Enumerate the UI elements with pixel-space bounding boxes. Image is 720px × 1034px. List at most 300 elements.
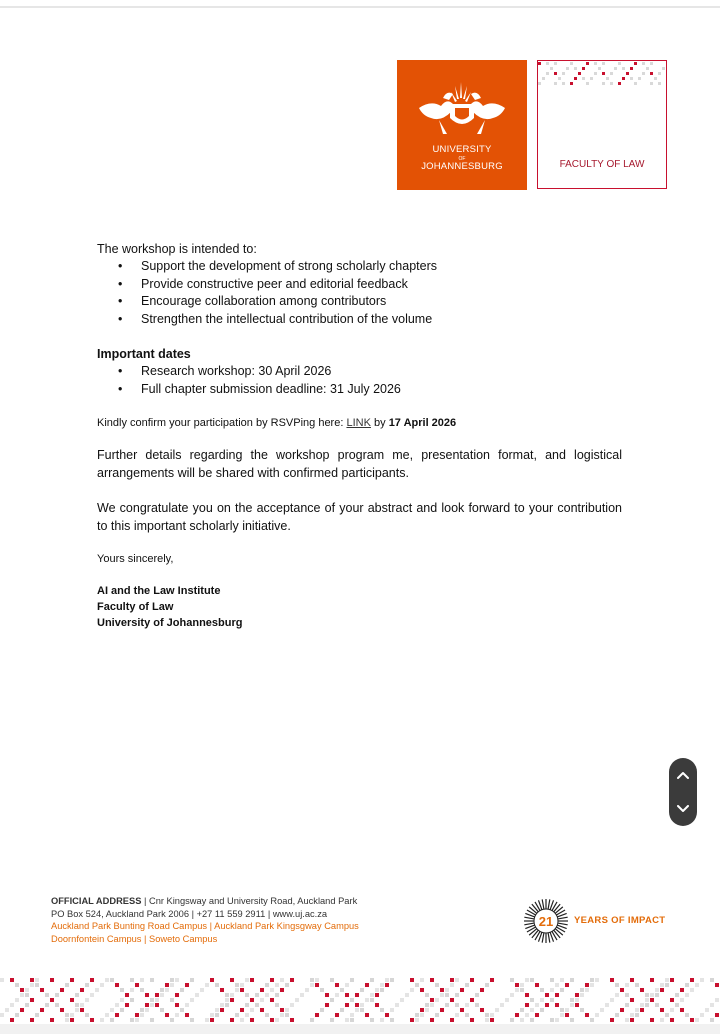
- pattern-square: [265, 993, 269, 997]
- pattern-square: [680, 1008, 684, 1012]
- pattern-square: [165, 988, 169, 992]
- pattern-square: [140, 988, 144, 992]
- pattern-square: [70, 1013, 74, 1017]
- pattern-square: [595, 1013, 599, 1017]
- pattern-square: [335, 983, 339, 987]
- pattern-square: [50, 998, 54, 1002]
- pattern-square: [655, 993, 659, 997]
- pattern-square: [685, 993, 689, 997]
- pattern-square: [530, 978, 534, 982]
- pattern-square: [90, 978, 94, 982]
- pattern-square: [250, 1018, 254, 1022]
- logo-university-text: UNIVERSITY: [432, 144, 492, 155]
- pattern-square: [250, 978, 254, 982]
- rsvp-link[interactable]: LINK: [346, 417, 371, 429]
- pattern-square: [435, 983, 439, 987]
- pattern-square: [574, 67, 577, 70]
- pattern-square: [554, 72, 557, 75]
- pattern-square: [235, 988, 239, 992]
- pattern-square: [355, 1003, 359, 1007]
- pattern-square: [645, 993, 649, 997]
- pattern-square: [15, 1013, 19, 1017]
- pattern-square: [110, 1008, 114, 1012]
- pattern-square: [560, 988, 564, 992]
- pattern-square: [285, 1013, 289, 1017]
- pattern-square: [210, 1018, 214, 1022]
- signature-block: [97, 583, 242, 631]
- pattern-square: [260, 988, 264, 992]
- pattern-square: [70, 978, 74, 982]
- pattern-square: [670, 1018, 674, 1022]
- pattern-square: [270, 978, 274, 982]
- address-text: | Cnr Kingsway and University Road, Auckland Park: [143, 896, 358, 906]
- pattern-square: [180, 988, 184, 992]
- rsvp-prefix: Kindly confirm your participation by RSVPing here:: [97, 417, 344, 429]
- pattern-square: [335, 993, 339, 997]
- pattern-square: [590, 1018, 594, 1022]
- pattern-square: [150, 998, 154, 1002]
- pattern-square: [255, 993, 259, 997]
- pattern-square: [90, 1018, 94, 1022]
- pattern-square: [570, 998, 574, 1002]
- pattern-square: [610, 998, 614, 1002]
- pattern-square: [275, 993, 279, 997]
- pattern-square: [160, 993, 164, 997]
- pattern-square: [660, 1018, 664, 1022]
- pattern-square: [110, 978, 114, 982]
- pattern-square: [345, 983, 349, 987]
- pattern-square: [300, 993, 304, 997]
- pattern-square: [270, 988, 274, 992]
- pattern-square: [30, 998, 34, 1002]
- pattern-square: [580, 988, 584, 992]
- pattern-square: [405, 993, 409, 997]
- chevron-down-icon: [677, 805, 689, 813]
- pattern-square: [360, 988, 364, 992]
- pattern-square: [555, 993, 559, 997]
- pattern-square: [315, 1013, 319, 1017]
- pattern-square: [615, 983, 619, 987]
- pattern-square: [525, 1013, 529, 1017]
- pattern-square: [586, 82, 589, 85]
- sunburst-ray: [542, 933, 544, 943]
- pattern-square: [500, 1003, 504, 1007]
- pattern-square: [235, 983, 239, 987]
- pattern-square: [165, 1013, 169, 1017]
- pattern-square: [420, 1008, 424, 1012]
- pattern-square: [580, 1008, 584, 1012]
- pattern-square: [415, 1013, 419, 1017]
- list-item: • Provide constructive peer and editorial feedback: [97, 276, 622, 294]
- pattern-square: [570, 1003, 574, 1007]
- pattern-square: [210, 978, 214, 982]
- pattern-square: [625, 1003, 629, 1007]
- pattern-square: [280, 988, 284, 992]
- pattern-square: [150, 978, 154, 982]
- rsvp-line: [97, 415, 622, 433]
- pattern-square: [20, 993, 24, 997]
- pattern-square: [550, 67, 553, 70]
- pattern-square: [245, 1003, 249, 1007]
- page-scroller: [669, 758, 697, 826]
- top-divider: [0, 6, 720, 8]
- pattern-square: [465, 1003, 469, 1007]
- pattern-square: [578, 72, 581, 75]
- pattern-square: [582, 67, 585, 70]
- pattern-square: [610, 72, 613, 75]
- pattern-square: [130, 988, 134, 992]
- pattern-square: [600, 1008, 604, 1012]
- pattern-square: [340, 988, 344, 992]
- pattern-square: [490, 978, 494, 982]
- pattern-square: [485, 1018, 489, 1022]
- sunburst-ray: [542, 899, 544, 909]
- pattern-square: [470, 998, 474, 1002]
- chevron-up-icon: [677, 771, 689, 779]
- dates-heading: Important dates: [97, 347, 191, 361]
- pattern-square: [570, 82, 573, 85]
- pattern-square: [650, 62, 653, 65]
- pattern-square: [365, 1013, 369, 1017]
- pattern-square: [450, 978, 454, 982]
- scroll-down-button[interactable]: [669, 792, 697, 826]
- pattern-square: [542, 77, 545, 80]
- pattern-square: [220, 1003, 224, 1007]
- pattern-square: [145, 1008, 149, 1012]
- pattern-square: [700, 978, 704, 982]
- pattern-square: [630, 998, 634, 1002]
- pattern-square: [594, 72, 597, 75]
- pattern-square: [635, 1013, 639, 1017]
- pattern-square: [195, 993, 199, 997]
- pattern-square: [80, 1003, 84, 1007]
- pattern-square: [560, 978, 564, 982]
- pattern-square: [130, 998, 134, 1002]
- pattern-square: [315, 978, 319, 982]
- pattern-square: [190, 998, 194, 1002]
- pattern-square: [155, 998, 159, 1002]
- pattern-square: [535, 983, 539, 987]
- sunburst-ray: [524, 923, 534, 925]
- pattern-square: [100, 983, 104, 987]
- pattern-square: [270, 998, 274, 1002]
- pattern-square: [675, 1003, 679, 1007]
- pattern-square: [470, 978, 474, 982]
- pattern-square: [240, 1018, 244, 1022]
- pattern-square: [350, 1018, 354, 1022]
- pattern-square: [125, 1003, 129, 1007]
- pattern-square: [360, 1008, 364, 1012]
- pattern-square: [560, 1013, 564, 1017]
- pattern-square: [290, 1018, 294, 1022]
- pattern-square: [350, 998, 354, 1002]
- pattern-square: [75, 1008, 79, 1012]
- pattern-square: [175, 993, 179, 997]
- pattern-square: [450, 983, 454, 987]
- pattern-square: [655, 988, 659, 992]
- pattern-square: [355, 993, 359, 997]
- pattern-square: [320, 988, 324, 992]
- pattern-square: [210, 1013, 214, 1017]
- pattern-square: [175, 1013, 179, 1017]
- pattern-square: [45, 993, 49, 997]
- pattern-square: [620, 1008, 624, 1012]
- pattern-square: [565, 983, 569, 987]
- pattern-square: [10, 1018, 14, 1022]
- pattern-square: [490, 1013, 494, 1017]
- pattern-square: [605, 1003, 609, 1007]
- pattern-square: [618, 82, 621, 85]
- pattern-square: [420, 988, 424, 992]
- pattern-square: [630, 1013, 634, 1017]
- pattern-square: [175, 978, 179, 982]
- pattern-square: [535, 1013, 539, 1017]
- pattern-square: [480, 988, 484, 992]
- pattern-square: [635, 983, 639, 987]
- pattern-square: [510, 1018, 514, 1022]
- pattern-square: [595, 978, 599, 982]
- pattern-square: [480, 1008, 484, 1012]
- logo-of-text: OF: [458, 156, 466, 162]
- rsvp-by: by: [374, 417, 386, 429]
- pattern-square: [330, 1018, 334, 1022]
- rsvp-date: 17 April 2026: [388, 417, 457, 429]
- pattern-square: [525, 978, 529, 982]
- impact-text: YEARS OF IMPACT: [574, 915, 666, 926]
- pattern-square: [170, 983, 174, 987]
- pattern-square: [20, 988, 24, 992]
- pattern-square: [315, 983, 319, 987]
- pattern-square: [15, 983, 19, 987]
- faculty-pattern-decoration: [538, 61, 666, 91]
- pattern-square: [410, 1018, 414, 1022]
- pattern-square: [305, 988, 309, 992]
- pattern-square: [650, 978, 654, 982]
- pattern-square: [566, 67, 569, 70]
- pattern-square: [15, 998, 19, 1002]
- pattern-square: [60, 988, 64, 992]
- pattern-square: [655, 1003, 659, 1007]
- pattern-square: [185, 1013, 189, 1017]
- pattern-square: [685, 1013, 689, 1017]
- pattern-square: [55, 1003, 59, 1007]
- pattern-square: [410, 988, 414, 992]
- pattern-square: [385, 978, 389, 982]
- pattern-square: [400, 998, 404, 1002]
- pattern-square: [140, 1013, 144, 1017]
- pattern-square: [40, 988, 44, 992]
- pattern-square: [575, 998, 579, 1002]
- sunburst-ray: [524, 917, 534, 919]
- pattern-square: [25, 988, 29, 992]
- signature-line: Faculty of Law: [97, 601, 174, 613]
- footer-address: [51, 895, 359, 945]
- pattern-square: [622, 67, 625, 70]
- pattern-square: [155, 1003, 159, 1007]
- pattern-square: [70, 998, 74, 1002]
- sunburst-ray: [548, 899, 550, 909]
- pattern-square: [370, 1018, 374, 1022]
- pattern-square: [155, 993, 159, 997]
- pattern-square: [680, 998, 684, 1002]
- pattern-square: [410, 978, 414, 982]
- pattern-square: [115, 1003, 119, 1007]
- pattern-square: [150, 1018, 154, 1022]
- pattern-square: [602, 62, 605, 65]
- pattern-square: [654, 77, 657, 80]
- pattern-square: [660, 1008, 664, 1012]
- pattern-square: [30, 983, 34, 987]
- pattern-square: [310, 983, 314, 987]
- dates-list: [97, 363, 622, 398]
- pattern-square: [575, 993, 579, 997]
- pattern-square: [475, 993, 479, 997]
- pattern-square: [580, 993, 584, 997]
- pattern-square: [70, 1018, 74, 1022]
- pattern-square: [642, 62, 645, 65]
- pattern-square: [10, 1003, 14, 1007]
- pattern-square: [650, 72, 653, 75]
- logo-johannesburg-text: JOHANNESBURG: [421, 161, 503, 172]
- pattern-square: [615, 993, 619, 997]
- pattern-square: [145, 993, 149, 997]
- pattern-square: [662, 67, 665, 70]
- pattern-square: [165, 983, 169, 987]
- congrats-paragraph: We congratulate you on the acceptance of your abstract and look forward to your contribution to this important scholarly initiative.: [97, 501, 622, 533]
- pattern-square: [710, 978, 714, 982]
- pattern-square: [455, 1003, 459, 1007]
- pattern-square: [665, 1013, 669, 1017]
- pattern-square: [570, 1018, 574, 1022]
- pattern-square: [525, 993, 529, 997]
- pattern-square: [440, 993, 444, 997]
- pattern-square: [375, 1003, 379, 1007]
- pattern-square: [715, 983, 719, 987]
- pattern-square: [475, 1003, 479, 1007]
- pattern-square: [695, 1018, 699, 1022]
- pattern-square: [565, 1013, 569, 1017]
- pattern-square: [135, 1018, 139, 1022]
- pattern-square: [285, 983, 289, 987]
- pattern-square: [555, 983, 559, 987]
- pattern-square: [530, 1008, 534, 1012]
- pattern-square: [562, 82, 565, 85]
- signature-line: University of Johannesburg: [97, 617, 243, 629]
- pattern-square: [420, 1013, 424, 1017]
- pattern-square: [135, 1013, 139, 1017]
- sunburst-ray: [548, 933, 550, 943]
- pattern-square: [105, 1013, 109, 1017]
- pattern-square: [225, 1003, 229, 1007]
- pattern-square: [360, 1003, 364, 1007]
- pattern-square: [420, 978, 424, 982]
- sunburst-ray: [558, 917, 568, 919]
- pattern-square: [505, 998, 509, 1002]
- pattern-square: [30, 1018, 34, 1022]
- pattern-square: [602, 72, 605, 75]
- pattern-square: [325, 1003, 329, 1007]
- pattern-square: [25, 1003, 29, 1007]
- pattern-square: [634, 82, 637, 85]
- pattern-square: [90, 993, 94, 997]
- pattern-square: [225, 998, 229, 1002]
- pattern-square: [275, 1018, 279, 1022]
- pattern-square: [620, 988, 624, 992]
- pattern-square: [280, 1008, 284, 1012]
- pattern-square: [538, 82, 541, 85]
- pattern-square: [140, 1008, 144, 1012]
- pattern-square: [560, 1008, 564, 1012]
- pattern-square: [385, 1013, 389, 1017]
- pattern-square: [130, 1018, 134, 1022]
- pattern-square: [390, 1018, 394, 1022]
- pattern-square: [75, 993, 79, 997]
- pattern-square: [190, 978, 194, 982]
- pattern-square: [520, 983, 524, 987]
- pattern-square: [205, 983, 209, 987]
- pattern-square: [265, 983, 269, 987]
- pattern-square: [585, 1013, 589, 1017]
- pattern-square: [525, 1003, 529, 1007]
- pattern-square: [170, 978, 174, 982]
- pattern-square: [345, 993, 349, 997]
- pattern-square: [310, 978, 314, 982]
- pattern-square: [622, 77, 625, 80]
- pattern-square: [642, 72, 645, 75]
- pattern-square: [350, 978, 354, 982]
- signature-line: AI and the Law Institute: [97, 585, 221, 597]
- pattern-square: [240, 983, 244, 987]
- pattern-square: [135, 983, 139, 987]
- pattern-square: [270, 1018, 274, 1022]
- anniversary-badge: [523, 898, 569, 949]
- pattern-square: [575, 1003, 579, 1007]
- pattern-square: [670, 1008, 674, 1012]
- pattern-square: [35, 1013, 39, 1017]
- pattern-square: [550, 988, 554, 992]
- pattern-square: [550, 1018, 554, 1022]
- pattern-square: [660, 988, 664, 992]
- pattern-square: [375, 988, 379, 992]
- pattern-square: [705, 1008, 709, 1012]
- pattern-square: [680, 988, 684, 992]
- pattern-square: [255, 1003, 259, 1007]
- pattern-square: [125, 993, 129, 997]
- pattern-square: [645, 1003, 649, 1007]
- pattern-square: [546, 62, 549, 65]
- pattern-square: [590, 978, 594, 982]
- pattern-square: [275, 983, 279, 987]
- pattern-square: [330, 978, 334, 982]
- pattern-square: [435, 1013, 439, 1017]
- pattern-square: [425, 1003, 429, 1007]
- pattern-square: [690, 1018, 694, 1022]
- pattern-square: [610, 1018, 614, 1022]
- pattern-square: [115, 983, 119, 987]
- pattern-square: [658, 82, 661, 85]
- pattern-square: [415, 983, 419, 987]
- pattern-square: [660, 983, 664, 987]
- pattern-square: [330, 998, 334, 1002]
- pattern-square: [670, 978, 674, 982]
- pattern-square: [390, 1008, 394, 1012]
- scroll-up-button[interactable]: [669, 758, 697, 792]
- pattern-square: [625, 1018, 629, 1022]
- pattern-square: [606, 77, 609, 80]
- pattern-square: [630, 978, 634, 982]
- pattern-square: [30, 978, 34, 982]
- pattern-square: [555, 1018, 559, 1022]
